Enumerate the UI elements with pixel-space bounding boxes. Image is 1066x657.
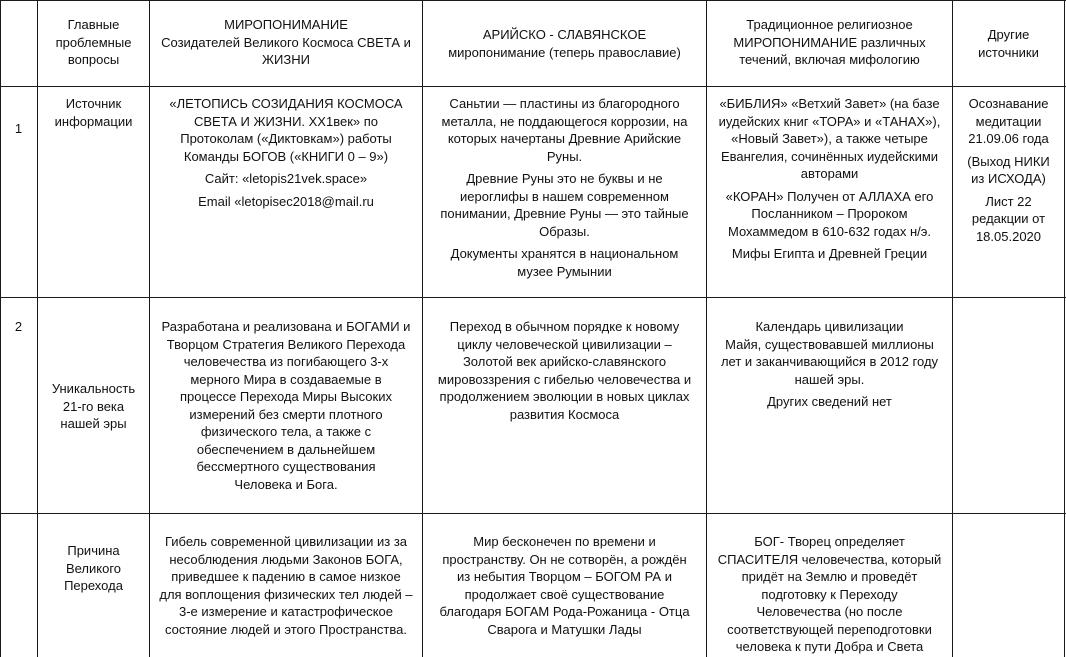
row-divider [0,86,1066,87]
header-line: Созидателей Великого Космоса СВЕТА и [161,34,411,50]
header-other [953,26,1064,61]
text-line: Мифы Египта и Древней Греции [731,246,928,261]
text-line: обеспечением в дальнейшем [196,441,376,457]
header-traditional [707,16,952,69]
text-line: СВЕТА И ЖИЗНИ. XX1век» по [194,113,378,129]
table-border-right [1064,0,1065,657]
text-line: Календарь цивилизации [755,319,904,334]
text-line: процессе Перехода Миры Высоких [180,389,392,404]
text-line: благодаря БОГАМ Рода-Рожаница - Отца [439,604,690,619]
text-line: человечества из погибающего 3-х [183,354,389,369]
text-line: Посланником – Пророком [751,206,908,221]
header-line: течений, включая мифологию [739,52,920,67]
row-creators-cell [150,95,422,215]
email-text: Email «letopisec2018@mail.ru [198,193,374,209]
row-question [38,380,149,433]
text-line: из небытия Творцом – БОГОМ РА и [457,569,672,584]
text-line: Источник [65,96,122,111]
text-line: развития Космоса [509,406,620,422]
text-line: информации [54,113,133,129]
header-aryan [423,26,706,61]
text-line: Команды БОГОВ («КНИГИ 0 – 9») [183,148,389,164]
text-line: Гибель современной цивилизации из за [164,534,408,549]
text-line: продолжает своё существование [464,586,665,602]
row-number: 1 [14,121,23,136]
row-aryan-cell [423,318,706,423]
text-line: Золотой век арийско-славянского [462,354,667,369]
text-line: редакции от [971,211,1046,226]
text-line: Перехода [64,578,123,593]
text-line: подготовку к Переходу [761,586,898,602]
row-traditional-cell [707,533,952,656]
row-question [38,542,149,595]
row-traditional-cell [707,318,952,411]
text-line: «Новый Завет»), а также четыре [731,131,928,146]
header-line: источники [978,44,1039,60]
header-line: Главные [67,17,120,32]
header-line: миропонимание (теперь православие) [448,44,681,60]
row-number: 2 [14,319,23,334]
text-line: 3-е измерение и катастрофическое [178,604,394,619]
text-line: циклу человеческой цивилизации – [457,336,672,352]
row-question [38,95,149,130]
text-line: которых начертаны Древние Арийские [447,131,682,146]
header-line: Традиционное религиозное [746,17,913,32]
text-line: (Выход НИКИ [967,153,1050,169]
text-line: металла, не поддающегося коррозии, на [441,113,688,129]
text-line: продолжением эволюции в новых циклах [439,389,690,404]
text-line: мировоззрения с гибелью человечества и [437,371,692,387]
text-line: иудейских книг «ТОРА» и «ТАНАХ»), [718,113,941,129]
text-line: СПАСИТЕЛЯ человечества, который [717,551,942,567]
text-line: Переход в обычном порядке к новому [449,319,680,334]
header-line: МИРОПОНИМАНИЕ [224,17,348,32]
row-divider [0,297,1066,298]
text-line: измерений без смерти плотного [189,406,383,422]
text-line: Саньтии — пластины из благородного [449,96,680,111]
header-line: проблемные [55,34,132,50]
text-line: Творцом Стратегия Великого Перехода [166,336,406,352]
header-questions [38,16,149,69]
text-line: Руны. [546,148,583,164]
header-line: Другие [987,27,1030,42]
text-line: Разработана и реализована и БОГАМИ и [161,319,411,334]
text-line: Сварога и Матушки Лады [487,621,642,637]
row-other-cell [953,95,1064,250]
text-line: Образы. [539,223,590,239]
text-line: Протоколам («Диктовкам») работы [180,131,392,146]
text-line: 21.09.06 года [968,131,1049,146]
text-line: Мохаммедом в 610-632 годах н/э. [727,223,932,239]
text-line: для воплощения физических тел людей – [159,586,413,602]
text-line: Мир бесконечен по времени и [473,534,656,549]
text-line: музее Румынии [517,263,612,279]
text-line: «ЛЕТОПИСЬ СОЗИДАНИЯ КОСМОСА [169,96,403,111]
text-line: нашей эры. [794,371,865,387]
header-line: вопросы [67,52,120,67]
text-line: пространству. Он не сотворён, а рождён [442,551,687,567]
row-divider [0,513,1066,514]
text-line: Майя, существовавшей миллионы [725,336,934,352]
text-line: медитации [975,113,1042,129]
row-creators-cell [150,318,422,493]
site-text: Сайт: «letopis21vek.space» [204,171,368,186]
text-line: мерного Мира в создаваемые в [190,371,382,387]
text-line: Лист 22 [985,193,1032,209]
text-line: придёт на Землю и проведёт [741,569,918,584]
text-line: из ИСХОДА) [971,171,1046,186]
text-line: Других сведений нет [767,394,892,409]
text-line: несоблюдения людьми Законов БОГА, [169,551,403,567]
text-line: 21-го века [62,398,125,414]
row-creators-cell [150,533,422,638]
text-line: «КОРАН» Получен от АЛЛАХА его [725,188,934,204]
header-line: МИРОПОНИМАНИЕ различных [733,34,926,50]
text-line: Человека и Бога. [234,476,338,492]
text-line: нашей эры [60,416,127,431]
text-line: Человечества (но после [756,604,903,619]
text-line: Документы хранятся в национальном [450,246,679,261]
row-aryan-cell [423,95,706,285]
text-line: приведшее к падению в самое низкое [171,569,401,584]
text-line: бессмертного существования [196,459,376,474]
text-line: лет и заканчивающийся в 2012 году [720,354,939,369]
text-line: Древние Руны это не буквы и не [466,171,663,186]
text-line: «БИБЛИЯ» «Ветхий Завет» (на базе [719,96,940,111]
table-border-top [0,0,1066,1]
text-line: Уникальность [51,381,136,396]
header-creators [150,16,422,69]
header-line: ЖИЗНИ [262,52,310,67]
header-line: АРИЙСКО - СЛАВЯНСКОЕ [482,27,647,42]
text-line: состояние людей и этого Пространства. [165,621,407,637]
text-line: иероглифы в нашем современном [460,188,669,204]
text-line: физического тела, а также с [200,424,372,439]
text-line: Причина [67,543,120,558]
text-line: 18.05.2020 [975,228,1042,244]
row-traditional-cell [707,95,952,268]
text-line: Осознавание [968,96,1049,111]
text-line: Евангелия, сочинённых иудейскими [720,148,939,164]
row-aryan-cell [423,533,706,638]
text-line: соответствующей переподготовки [727,621,932,637]
text-line: авторами [800,166,859,181]
text-line: человека к пути Добра и Света [735,639,924,654]
text-line: понимании, Древние Руны — это тайные [440,206,689,221]
text-line: Великого [65,560,122,576]
text-line: БОГ- Творец определяет [754,534,905,549]
